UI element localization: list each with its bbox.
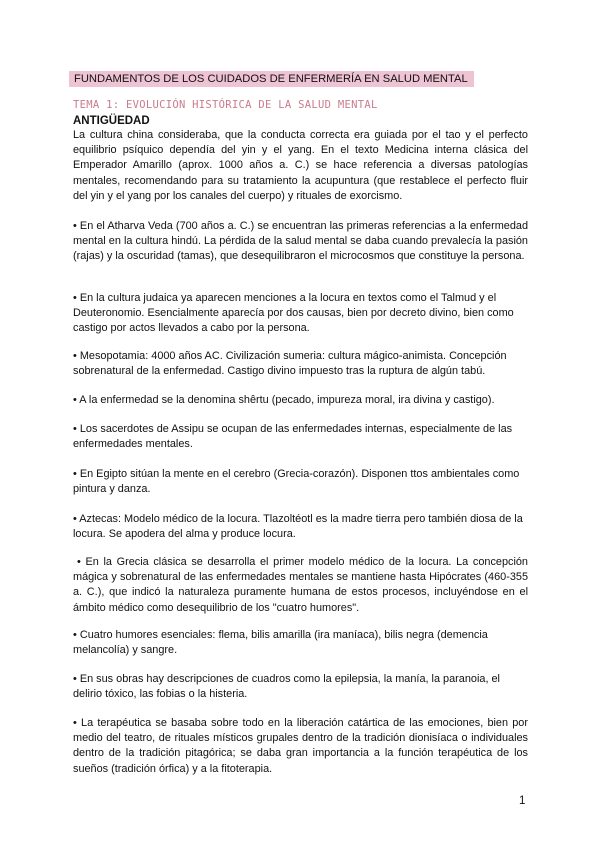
topic-heading: TEMA 1: EVOLUCIÓN HISTÓRICA DE LA SALUD MENTAL bbox=[73, 99, 378, 111]
page-number: 1 bbox=[519, 795, 526, 807]
paragraph-atharva-veda: • En el Atharva Veda (700 años a. C.) se encuentran las primeras referencias a la enfermedad mental en la cultura hindú. La pérdida de la salud mental se daba cuando prevalecía la pasión (rajas) y la oscuridad (tamas), que desequilibraron el microcosmos que constituye la persona. bbox=[73, 220, 528, 263]
paragraph-shertu: • A la enfermedad se la denomina shêrtu (pecado, impureza moral, ira divina y castigo). bbox=[73, 394, 495, 406]
document-title: FUNDAMENTOS DE LOS CUIDADOS DE ENFERMERÍA EN SALUD MENTAL bbox=[69, 71, 474, 87]
section-heading: ANTIGÜEDAD bbox=[73, 115, 150, 127]
paragraph-humores: • Cuatro humores esenciales: flema, bilis amarilla (ira maníaca), bilis negra (demencia melancolía) y sangre. bbox=[73, 629, 488, 657]
paragraph-aztecas: • Aztecas: Modelo médico de la locura. Tlazoltéotl es la madre tierra pero también diosa de la locura. Se apodera del alma y produce locura. bbox=[73, 513, 523, 541]
paragraph-obras: • En sus obras hay descripciones de cuadros como la epilepsia, la manía, la paranoia, el delirio tóxico, las fobias o la histeria. bbox=[73, 673, 500, 701]
paragraph-terapeutica: • La terapéutica se basaba sobre todo en la liberación catártica de las emociones, bien por medio del teatro, de rituales místicos grupales dentro de la tradición dionisíaca o individuales dentro de la tradición pitagórica; se daba gran importancia a la función terapéutica de los sueños (tradición órfica) y a la fitoterapia. bbox=[73, 717, 528, 775]
paragraph-china: La cultura china consideraba, que la conducta correcta era guiada por el tao y el perfecto equilibrio psíquico dependía del yin y el yang. En el texto Medicina interna clásica del Emperador Amarillo (aprox. 1000 años a. C.) se hace referencia a diversas patologías mentales, recomendando para su tratamiento la acupuntura (que restablece el perfecto fluir del yin y el yang por los canales del cuerpo) y rituales de exorcismo. bbox=[73, 129, 528, 202]
paragraph-egipto: • En Egipto sitúan la mente en el cerebro (Grecia-corazón). Disponen ttos ambientales como pintura y danza. bbox=[73, 468, 520, 496]
paragraph-judaica: • En la cultura judaica ya aparecen menciones a la locura en textos como el Talmud y el Deuteronomio. Esencialmente aparecía por dos causas, bien por decreto divino, bien como castigo por actos llevados a cabo por la persona. bbox=[73, 292, 514, 335]
paragraph-grecia: • En la Grecia clásica se desarrolla el primer modelo médico de la locura. La concepción mágica y sobrenatural de las enfermedades mentales se mantiene hasta Hipócrates (460-355 a. C.), que indicó la naturaleza puramente humana de estos procesos, incluyéndose en el ámbito médico como desequilibrio de los "cuatro humores". bbox=[73, 556, 528, 614]
paragraph-assipu: • Los sacerdotes de Assipu se ocupan de las enfermedades internas, especialmente de las enfermedades mentales. bbox=[73, 423, 513, 451]
paragraph-mesopotamia: • Mesopotamia: 4000 años AC. Civilización sumeria: cultura mágico-animista. Concepción sobrenatural de la enfermedad. Castigo divino impuesto tras la ruptura de algún tabú. bbox=[73, 350, 507, 378]
